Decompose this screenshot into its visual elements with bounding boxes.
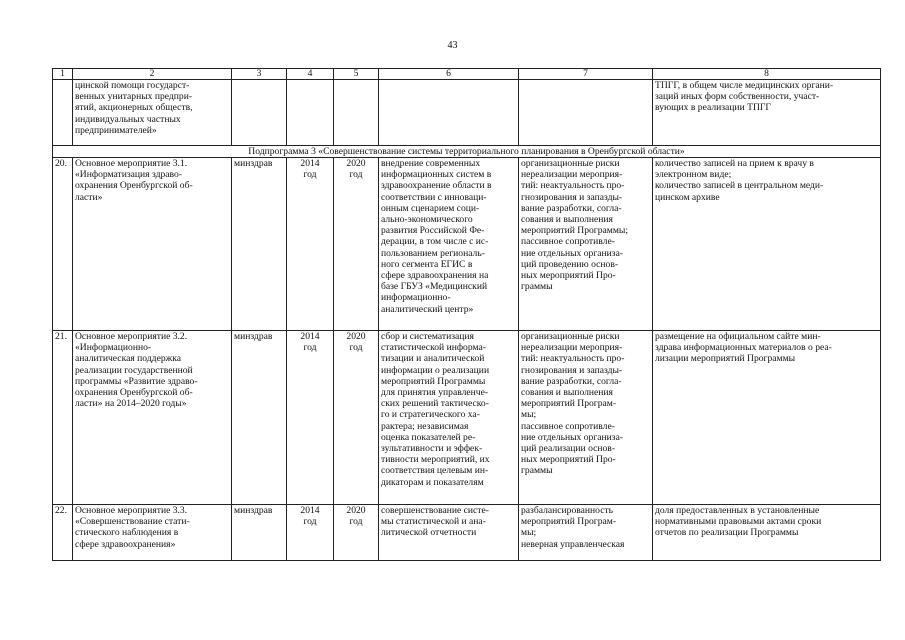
header-cell: 8 <box>653 69 881 80</box>
subprogram-row <box>53 146 881 158</box>
end-year-cell: 2020 год <box>334 505 379 561</box>
indicators-cell: доля предоставленных в установленные нормативными правовыми актами сроки отчетов по реализации Программы <box>653 505 881 561</box>
risks-cell: разбалансированность мероприятий Програм- мы; неверная управленческая <box>519 505 653 561</box>
page-number: 43 <box>447 40 458 51</box>
executor-cell: минздрав <box>232 331 287 505</box>
end-year-cell: 2020 год <box>334 158 379 331</box>
row-number: 21. <box>53 331 73 505</box>
table-row <box>53 158 881 331</box>
header-cell: 5 <box>334 69 379 80</box>
table-row <box>53 331 881 505</box>
header-cell: 2 <box>73 69 232 80</box>
continuation-event-cell: цинской помощи государст- венных унитарных предпри- ятий, акционерных обществ, индивидуальных частных предпринимателей» <box>73 80 232 146</box>
table-row <box>53 505 881 561</box>
indicators-cell: размещение на официальном сайте мин- здрава информационных материалов о реа- лизации мероприятий Программы <box>653 331 881 505</box>
header-row <box>53 69 881 80</box>
event-cell: Основное мероприятие 3.3. «Совершенствование стати- стического наблюдения в сфере здравоохранения» <box>73 505 232 561</box>
header-cell: 7 <box>519 69 653 80</box>
event-cell: Основное мероприятие 3.1. «Информатизация здраво- охранения Оренбургской об- ласти» <box>73 158 232 331</box>
indicators-cell: количество записей на прием к врачу в электронном виде; количество записей в центральном меди- цинском архиве <box>653 158 881 331</box>
start-year-cell: 2014 год <box>287 505 334 561</box>
header-cell: 1 <box>53 69 73 80</box>
start-year-cell: 2014 год <box>287 158 334 331</box>
risks-cell: организационные риски нереализации мероприя- тий: неактуальность про- гнозирования и запазды- вание разработки, согла- сования и выполнения мероприятий Програм- мы; пассивное сопротивле- ние отдельных организа- ций реализации основ- ных мероприятий Про- граммы <box>519 331 653 505</box>
executor-cell: минздрав <box>232 158 287 331</box>
content-cell: внедрение современных информационных систем в здравоохранение области в соответствии с инноваци- онным сценарием соци- ально-экономического развития Российской Фе- дерации, в том числе с ис- пользованием региональ- ного сегмента ЕГИС в сфере здравоохранения на базе ГБУЗ «Медицинский информационно- аналитический центр» <box>379 158 519 331</box>
executor-cell: минздрав <box>232 505 287 561</box>
end-year-cell: 2020 год <box>334 331 379 505</box>
header-cell: 3 <box>232 69 287 80</box>
header-cell: 4 <box>287 69 334 80</box>
row-number: 20. <box>53 158 73 331</box>
subprogram-title: Подпрограмма 3 «Совершенствование системы территориального планирования в Оренбургской области» <box>53 146 881 158</box>
continuation-row <box>53 80 881 146</box>
risks-cell: организационные риски нереализации мероприя- тий: неактуальность про- гнозирования и запазды- вание разработки, согла- сования и выполнения мероприятий Программы; пассивное сопротивле- ние отдельных организа- ций проведению основ- ных мероприятий Про- граммы <box>519 158 653 331</box>
continuation-indicator-cell: ТПГГ, в общем числе медицинских органи- заций иных форм собственности, участ- вующих в реализации ТПГГ <box>653 80 881 146</box>
program-table <box>52 68 881 561</box>
event-cell: Основное мероприятие 3.2. «Информационно- аналитическая поддержка реализации государственной программы «Развитие здраво- охранения Оренбургской об- ласти» на 2014–2020 годы» <box>73 331 232 505</box>
header-cell: 6 <box>379 69 519 80</box>
content-cell: совершенствование систе- мы статистической и ана- литической отчетности <box>379 505 519 561</box>
start-year-cell: 2014 год <box>287 331 334 505</box>
content-cell: сбор и систематизация статистической информа- тизации и аналитической информации о реализации мероприятий Программы для принятия управленче- ских решений тактическо- го и стратегического ха- рактера; независимая оценка показателей ре- зультативности и эффек- тивности мероприятий, их соответствия целевым ин- дикаторам и показателям <box>379 331 519 505</box>
row-number: 22. <box>53 505 73 561</box>
